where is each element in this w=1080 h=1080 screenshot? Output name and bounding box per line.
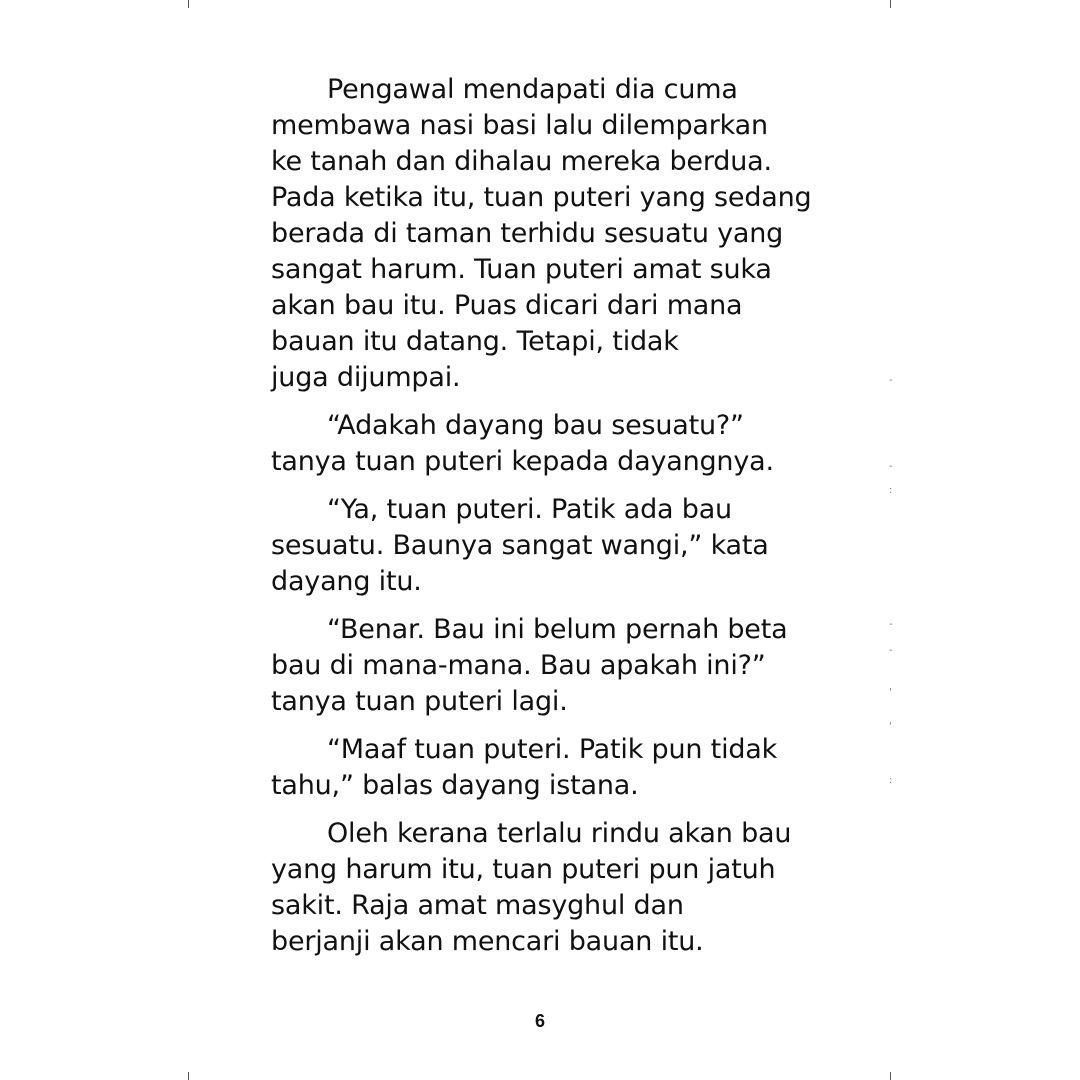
bleed-mark: -	[889, 375, 893, 386]
text-line: “Benar. Bau ini belum pernah beta	[327, 614, 788, 645]
bleed-mark: '	[889, 721, 892, 732]
story-text	[271, 72, 831, 972]
paragraph-1	[271, 72, 831, 396]
text-line: dayang itu.	[271, 566, 422, 597]
page-number: 6	[534, 1011, 545, 1031]
text-line: bau di mana-mana. Bau apakah ini?”	[271, 650, 766, 681]
crop-mark-top-right	[890, 0, 891, 8]
bleed-mark: -	[889, 619, 893, 630]
text-line: sakit. Raja amat masyghul dan	[271, 890, 684, 921]
paragraph-2	[271, 408, 831, 480]
paragraph-5	[271, 732, 831, 804]
text-line: Pengawal mendapati dia cuma	[327, 74, 738, 105]
text-line: juga dijumpai.	[271, 362, 461, 393]
bleed-mark: :	[889, 775, 893, 786]
text-line: berjanji akan mencari bauan itu.	[271, 926, 704, 957]
text-line: “Ya, tuan puteri. Patik ada bau	[327, 494, 732, 525]
text-line: Pada ketika itu, tuan puteri yang sedang	[271, 182, 812, 213]
text-line: membawa nasi basi lalu dilemparkan	[271, 110, 768, 141]
text-line: Oleh kerana terlalu rindu akan bau	[327, 818, 792, 849]
bleed-mark: '	[889, 687, 892, 698]
text-line: sangat harum. Tuan puteri amat suka	[271, 254, 772, 285]
paragraph-3	[271, 492, 831, 600]
text-line: tanya tuan puteri kepada dayangnya.	[271, 446, 774, 477]
text-line: ke tanah dan dihalau mereka berdua.	[271, 146, 772, 177]
text-line: bauan itu datang. Tetapi, tidak	[271, 326, 679, 357]
paragraph-6	[271, 816, 831, 960]
crop-mark-bottom-right	[890, 1072, 891, 1080]
text-line: yang harum itu, tuan puteri pun jatuh	[271, 854, 776, 885]
bleed-mark: -	[889, 461, 893, 472]
bleed-mark: :	[889, 485, 893, 496]
text-line: “Adakah dayang bau sesuatu?”	[327, 410, 744, 441]
text-line: tahu,” balas dayang istana.	[271, 770, 639, 801]
text-line: “Maaf tuan puteri. Patik pun tidak	[327, 734, 778, 765]
text-line: berada di taman terhidu sesuatu yang	[271, 218, 784, 249]
crop-mark-bottom-left	[188, 1072, 189, 1080]
text-line: akan bau itu. Puas dicari dari mana	[271, 290, 743, 321]
crop-mark-top-left	[188, 0, 189, 8]
text-line: sesuatu. Baunya sangat wangi,” kata	[271, 530, 769, 561]
bleed-mark: -	[889, 645, 893, 656]
paragraph-4	[271, 612, 831, 720]
text-line: tanya tuan puteri lagi.	[271, 686, 568, 717]
